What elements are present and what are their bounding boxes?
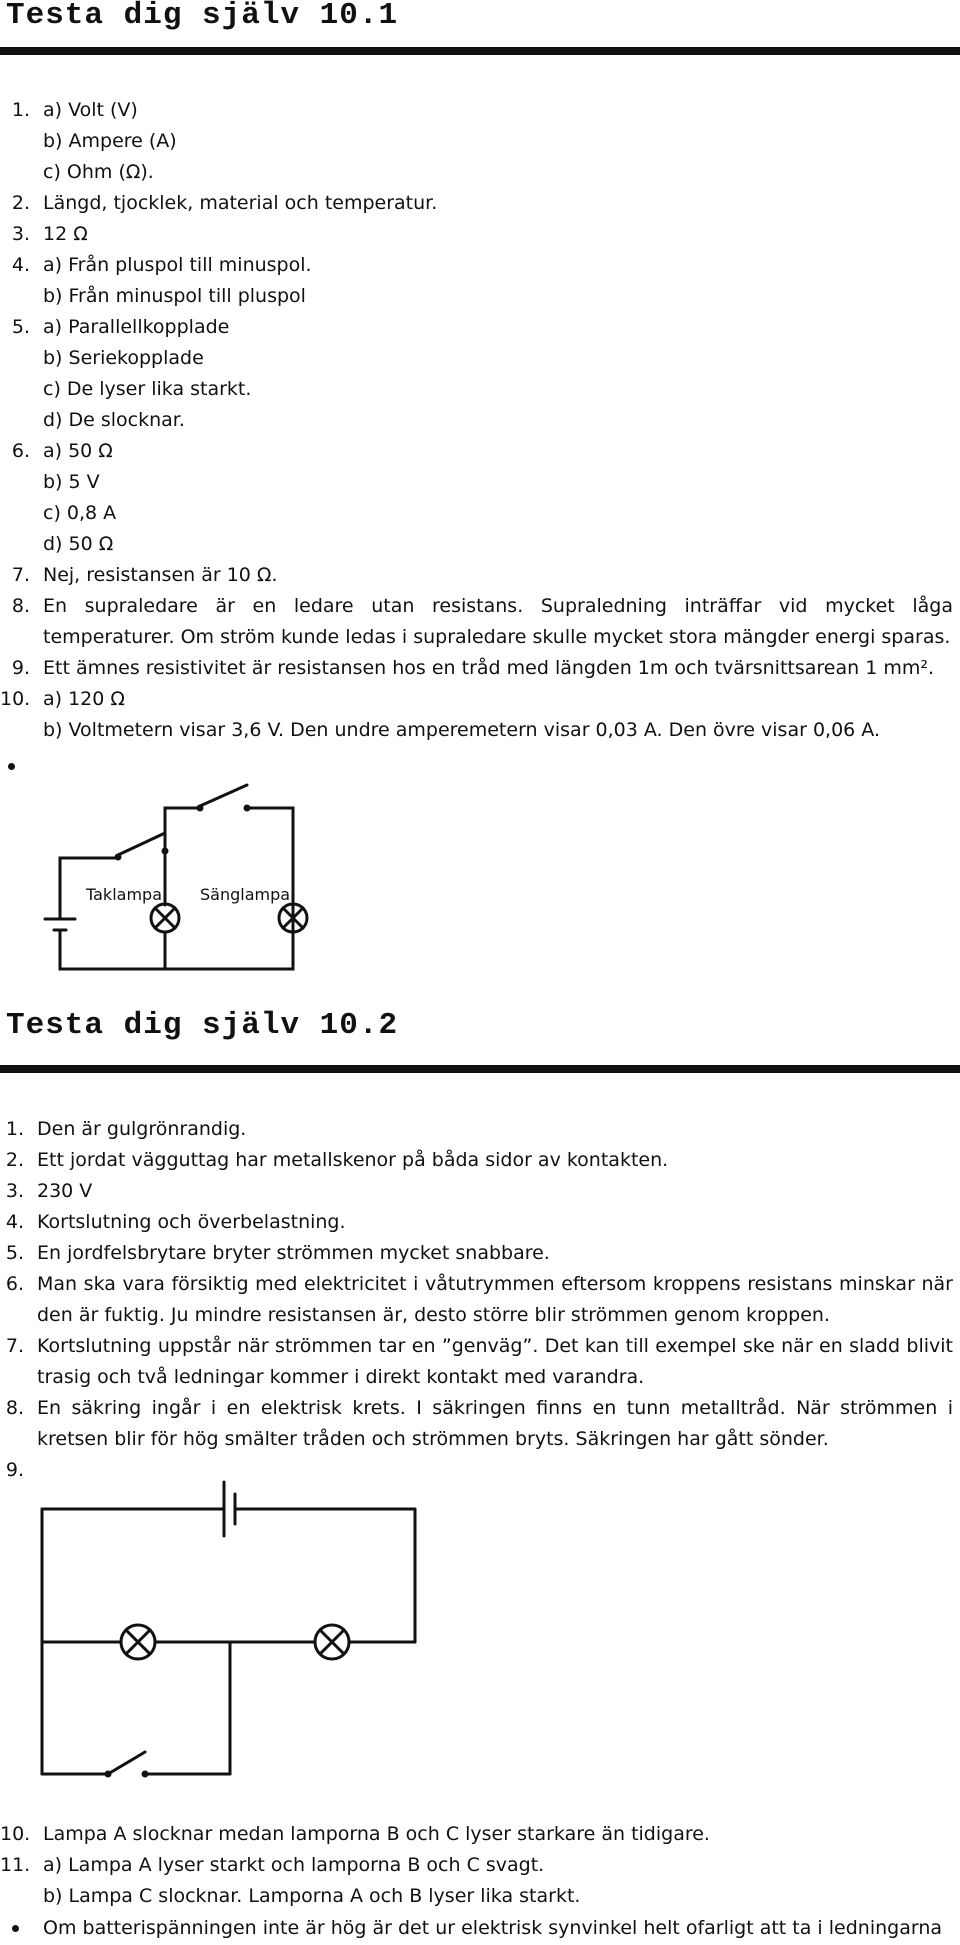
lamp-label-right: Sänglampa xyxy=(200,885,291,904)
section-title: Testa dig själv 10.2 xyxy=(6,1008,399,1043)
answer-line: b) 5 V xyxy=(43,471,100,493)
answer-line: b) Voltmetern visar 3,6 V. Den undre amperemetern visar 0,03 A. Den övre visar 0,06 A. xyxy=(43,719,880,741)
item-number: 8. xyxy=(11,595,30,617)
answer-line: b) Från minuspol till pluspol xyxy=(43,285,306,307)
answer-line: 230 V xyxy=(37,1180,93,1202)
answer-line: a) Parallellkopplade xyxy=(43,316,230,338)
item-number: 1. xyxy=(5,1118,24,1140)
answer-line: c) De lyser lika starkt. xyxy=(43,378,252,400)
answer-line: b) Lampa C slocknar. Lamporna A och B lyser lika starkt. xyxy=(43,1885,581,1907)
answer-line: b) Seriekopplade xyxy=(43,347,204,369)
answer-line: Längd, tjocklek, material och temperatur. xyxy=(43,192,438,214)
answer-line: d) De slocknar. xyxy=(43,409,185,431)
answer-paragraph: En supraledare är en ledare utan resistans. Supraledning inträffar vid mycket låga temperaturer. Om ström kunde ledas i supraledare skulle mycket stora mängder energi sparas. xyxy=(43,595,953,648)
answer-line: c) 0,8 A xyxy=(43,502,117,524)
item-number: 11. xyxy=(0,1854,31,1876)
item-number: 8. xyxy=(5,1397,24,1419)
item-number: 6. xyxy=(5,1273,24,1295)
answer-line: En jordfelsbrytare bryter strömmen mycket snabbare. xyxy=(37,1242,550,1264)
item-number: 4. xyxy=(5,1211,24,1233)
answer-line: a) 120 Ω xyxy=(43,688,125,710)
answer-line: c) Ohm (Ω). xyxy=(43,161,154,183)
answer-line: Om batterispänningen inte är hög är det ur elektrisk synvinkel helt ofarligt att ta i ledningarna xyxy=(43,1917,943,1939)
item-number: 2. xyxy=(11,192,30,214)
answer-line: Den är gulgrönrandig. xyxy=(37,1118,247,1140)
section-divider xyxy=(0,1065,960,1073)
answer-paragraph: Kortslutning uppstår när strömmen tar en ”genväg”. Det kan till exempel ske när en sladd blivit trasig och två ledningar kommer i direkt kontakt med varandra. xyxy=(37,1335,953,1388)
item-number: 7. xyxy=(11,564,30,586)
answer-paragraph: Man ska vara försiktig med elektricitet i våtutrymmen eftersom kroppens resistans minskar när den är fuktig. Ju mindre resistansen är, desto större blir strömmen genom kroppen. xyxy=(37,1273,953,1326)
item-number: 6. xyxy=(11,440,30,462)
answer-line: b) Ampere (A) xyxy=(43,130,177,152)
item-number: 7. xyxy=(5,1335,24,1357)
answer-line: a) Lampa A lyser starkt och lamporna B och C svagt. xyxy=(43,1854,545,1876)
bullet xyxy=(8,763,15,770)
answer-line: a) Volt (V) xyxy=(43,99,138,121)
lamp-label-left: Taklampa xyxy=(86,885,162,904)
answer-line: d) 50 Ω xyxy=(43,533,114,555)
item-number: 1. xyxy=(11,99,30,121)
item-number: 10. xyxy=(0,688,31,710)
item-number: 5. xyxy=(5,1242,24,1264)
item-number: 4. xyxy=(11,254,30,276)
answer-paragraph: En säkring ingår i en elektrisk krets. I säkringen finns en tunn metalltråd. När strömmen i kretsen blir för hög smälter tråden och strömmen bryts. Säkringen har gått sönder. xyxy=(37,1397,953,1450)
item-number: 9. xyxy=(5,1459,24,1481)
answer-line: Ett ämnes resistivitet är resistansen hos en tråd med längden 1m och tvärsnittsarean 1 mm². xyxy=(43,657,935,679)
answer-line: a) Från pluspol till minuspol. xyxy=(43,254,312,276)
answer-line: Lampa A slocknar medan lamporna B och C lyser starkare än tidigare. xyxy=(43,1823,710,1845)
item-number: 3. xyxy=(5,1180,24,1202)
item-number: 10. xyxy=(0,1823,31,1845)
section-divider xyxy=(0,47,960,55)
answer-line: a) 50 Ω xyxy=(43,440,113,462)
item-number: 2. xyxy=(5,1149,24,1171)
bullet xyxy=(12,1925,19,1932)
item-number: 3. xyxy=(11,223,30,245)
item-number: 9. xyxy=(11,657,30,679)
answer-line: Nej, resistansen är 10 Ω. xyxy=(43,564,278,586)
answer-line: 12 Ω xyxy=(43,223,88,245)
answer-line: Ett jordat vägguttag har metallskenor på båda sidor av kontakten. xyxy=(37,1149,669,1171)
item-number: 5. xyxy=(11,316,30,338)
section-title: Testa dig själv 10.1 xyxy=(6,0,399,33)
answer-line: Kortslutning och överbelastning. xyxy=(37,1211,346,1233)
